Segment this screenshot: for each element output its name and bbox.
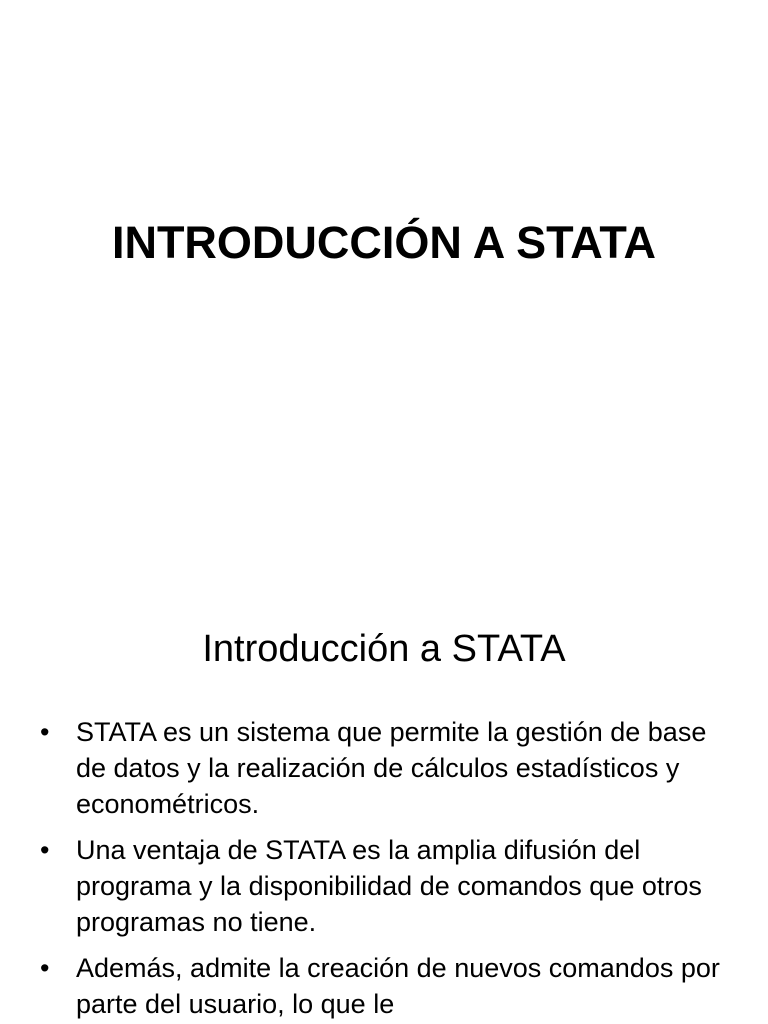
slide-title: INTRODUCCIÓN A STATA bbox=[111, 217, 657, 268]
bullet-list bbox=[40, 714, 730, 1024]
bullet-text: Además, admite la creación de nuevos comandos por parte del usuario, lo que le bbox=[76, 953, 720, 1019]
bullet-item bbox=[40, 832, 730, 940]
bullet-icon: • bbox=[40, 953, 50, 983]
bullet-icon: • bbox=[40, 835, 50, 865]
bullet-item bbox=[40, 714, 730, 822]
bullet-text: Una ventaja de STATA es la amplia difusión del programa y la disponibilidad de comandos que otros programas no tiene. bbox=[76, 835, 702, 937]
bullet-text: STATA es un sistema que permite la gestión de base de datos y la realización de cálculos estadísticos y econométricos. bbox=[76, 717, 707, 819]
bullet-item bbox=[40, 950, 730, 1022]
content-slide bbox=[0, 576, 768, 1024]
bullet-icon: • bbox=[40, 717, 50, 747]
content-slide-title: Introducción a STATA bbox=[202, 628, 566, 670]
